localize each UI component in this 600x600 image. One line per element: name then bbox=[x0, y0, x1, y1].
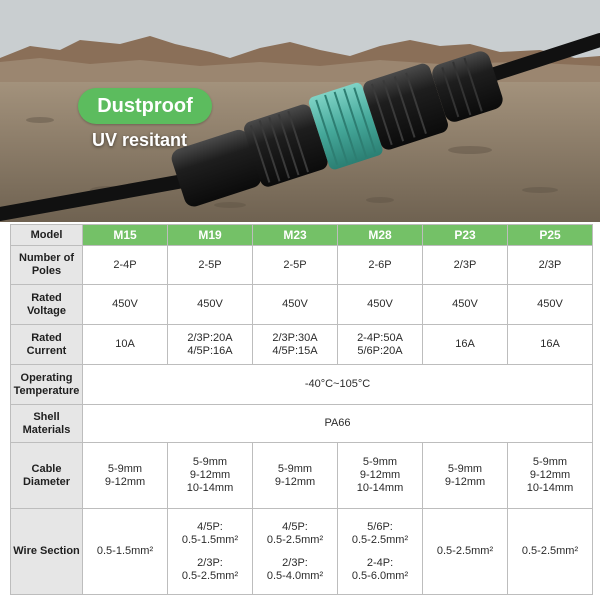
table-cell: 450V bbox=[338, 285, 423, 325]
table-row-cable bbox=[11, 443, 593, 509]
header-m28: M28 bbox=[338, 225, 423, 246]
table-cell: 10A bbox=[83, 325, 168, 365]
table-row-temperature bbox=[11, 365, 593, 405]
table-cell: 2-6P bbox=[338, 246, 423, 285]
table-cell: 2/3P:20A 4/5P:16A bbox=[168, 325, 253, 365]
table-cell: 2/3P:30A 4/5P:15A bbox=[253, 325, 338, 365]
table-cell: 5-9mm 9-12mm bbox=[83, 443, 168, 509]
row-label-voltage: Rated Voltage bbox=[11, 285, 83, 325]
table-cell: 2-4P:50A 5/6P:20A bbox=[338, 325, 423, 365]
table-cell: 450V bbox=[168, 285, 253, 325]
table-cell: 5/6P: 0.5-2.5mm² 2-4P: 0.5-6.0mm² bbox=[338, 509, 423, 595]
table-cell: 16A bbox=[423, 325, 508, 365]
header-m23: M23 bbox=[253, 225, 338, 246]
table-cell: PA66 bbox=[83, 405, 593, 443]
table-cell: 5-9mm 9-12mm bbox=[423, 443, 508, 509]
table-cell: 2-5P bbox=[168, 246, 253, 285]
row-label-poles: Number of Poles bbox=[11, 246, 83, 285]
table-cell: 16A bbox=[508, 325, 593, 365]
uv-resistant-caption: UV resitant bbox=[92, 130, 188, 150]
table-cell: 0.5-2.5mm² bbox=[508, 509, 593, 595]
table-cell: 5-9mm 9-12mm 10-14mm bbox=[338, 443, 423, 509]
header-p23: P23 bbox=[423, 225, 508, 246]
row-label-shell: Shell Materials bbox=[11, 405, 83, 443]
table-cell: -40°C~105°C bbox=[83, 365, 593, 405]
header-m15: M15 bbox=[83, 225, 168, 246]
spec-table bbox=[10, 224, 593, 595]
table-cell: 2-4P bbox=[83, 246, 168, 285]
table-cell: 4/5P: 0.5-2.5mm² 2/3P: 0.5-4.0mm² bbox=[253, 509, 338, 595]
table-row-poles bbox=[11, 246, 593, 285]
table-cell: 5-9mm 9-12mm 10-14mm bbox=[168, 443, 253, 509]
table-cell: 450V bbox=[423, 285, 508, 325]
table-cell: 450V bbox=[83, 285, 168, 325]
table-cell: 4/5P: 0.5-1.5mm² 2/3P: 0.5-2.5mm² bbox=[168, 509, 253, 595]
table-cell: 450V bbox=[508, 285, 593, 325]
table-cell: 2/3P bbox=[508, 246, 593, 285]
row-label-temperature: Operating Temperature bbox=[11, 365, 83, 405]
table-row-voltage bbox=[11, 285, 593, 325]
table-cell: 5-9mm 9-12mm bbox=[253, 443, 338, 509]
table-cell: 450V bbox=[253, 285, 338, 325]
header-p25: P25 bbox=[508, 225, 593, 246]
table-cell: 2-5P bbox=[253, 246, 338, 285]
table-row-wire bbox=[11, 509, 593, 595]
table-row-shell bbox=[11, 405, 593, 443]
row-label-current: Rated Current bbox=[11, 325, 83, 365]
row-label-wire: Wire Section bbox=[11, 509, 83, 595]
header-m19: M19 bbox=[168, 225, 253, 246]
table-cell: 2/3P bbox=[423, 246, 508, 285]
header-model: Model bbox=[11, 225, 83, 246]
dustproof-badge: Dustproof bbox=[78, 88, 212, 124]
table-cell: 5-9mm 9-12mm 10-14mm bbox=[508, 443, 593, 509]
product-photo bbox=[0, 0, 600, 222]
table-cell: 0.5-2.5mm² bbox=[423, 509, 508, 595]
table-header-row bbox=[11, 225, 593, 246]
table-row-current bbox=[11, 325, 593, 365]
row-label-cable: Cable Diameter bbox=[11, 443, 83, 509]
table-cell: 0.5-1.5mm² bbox=[83, 509, 168, 595]
